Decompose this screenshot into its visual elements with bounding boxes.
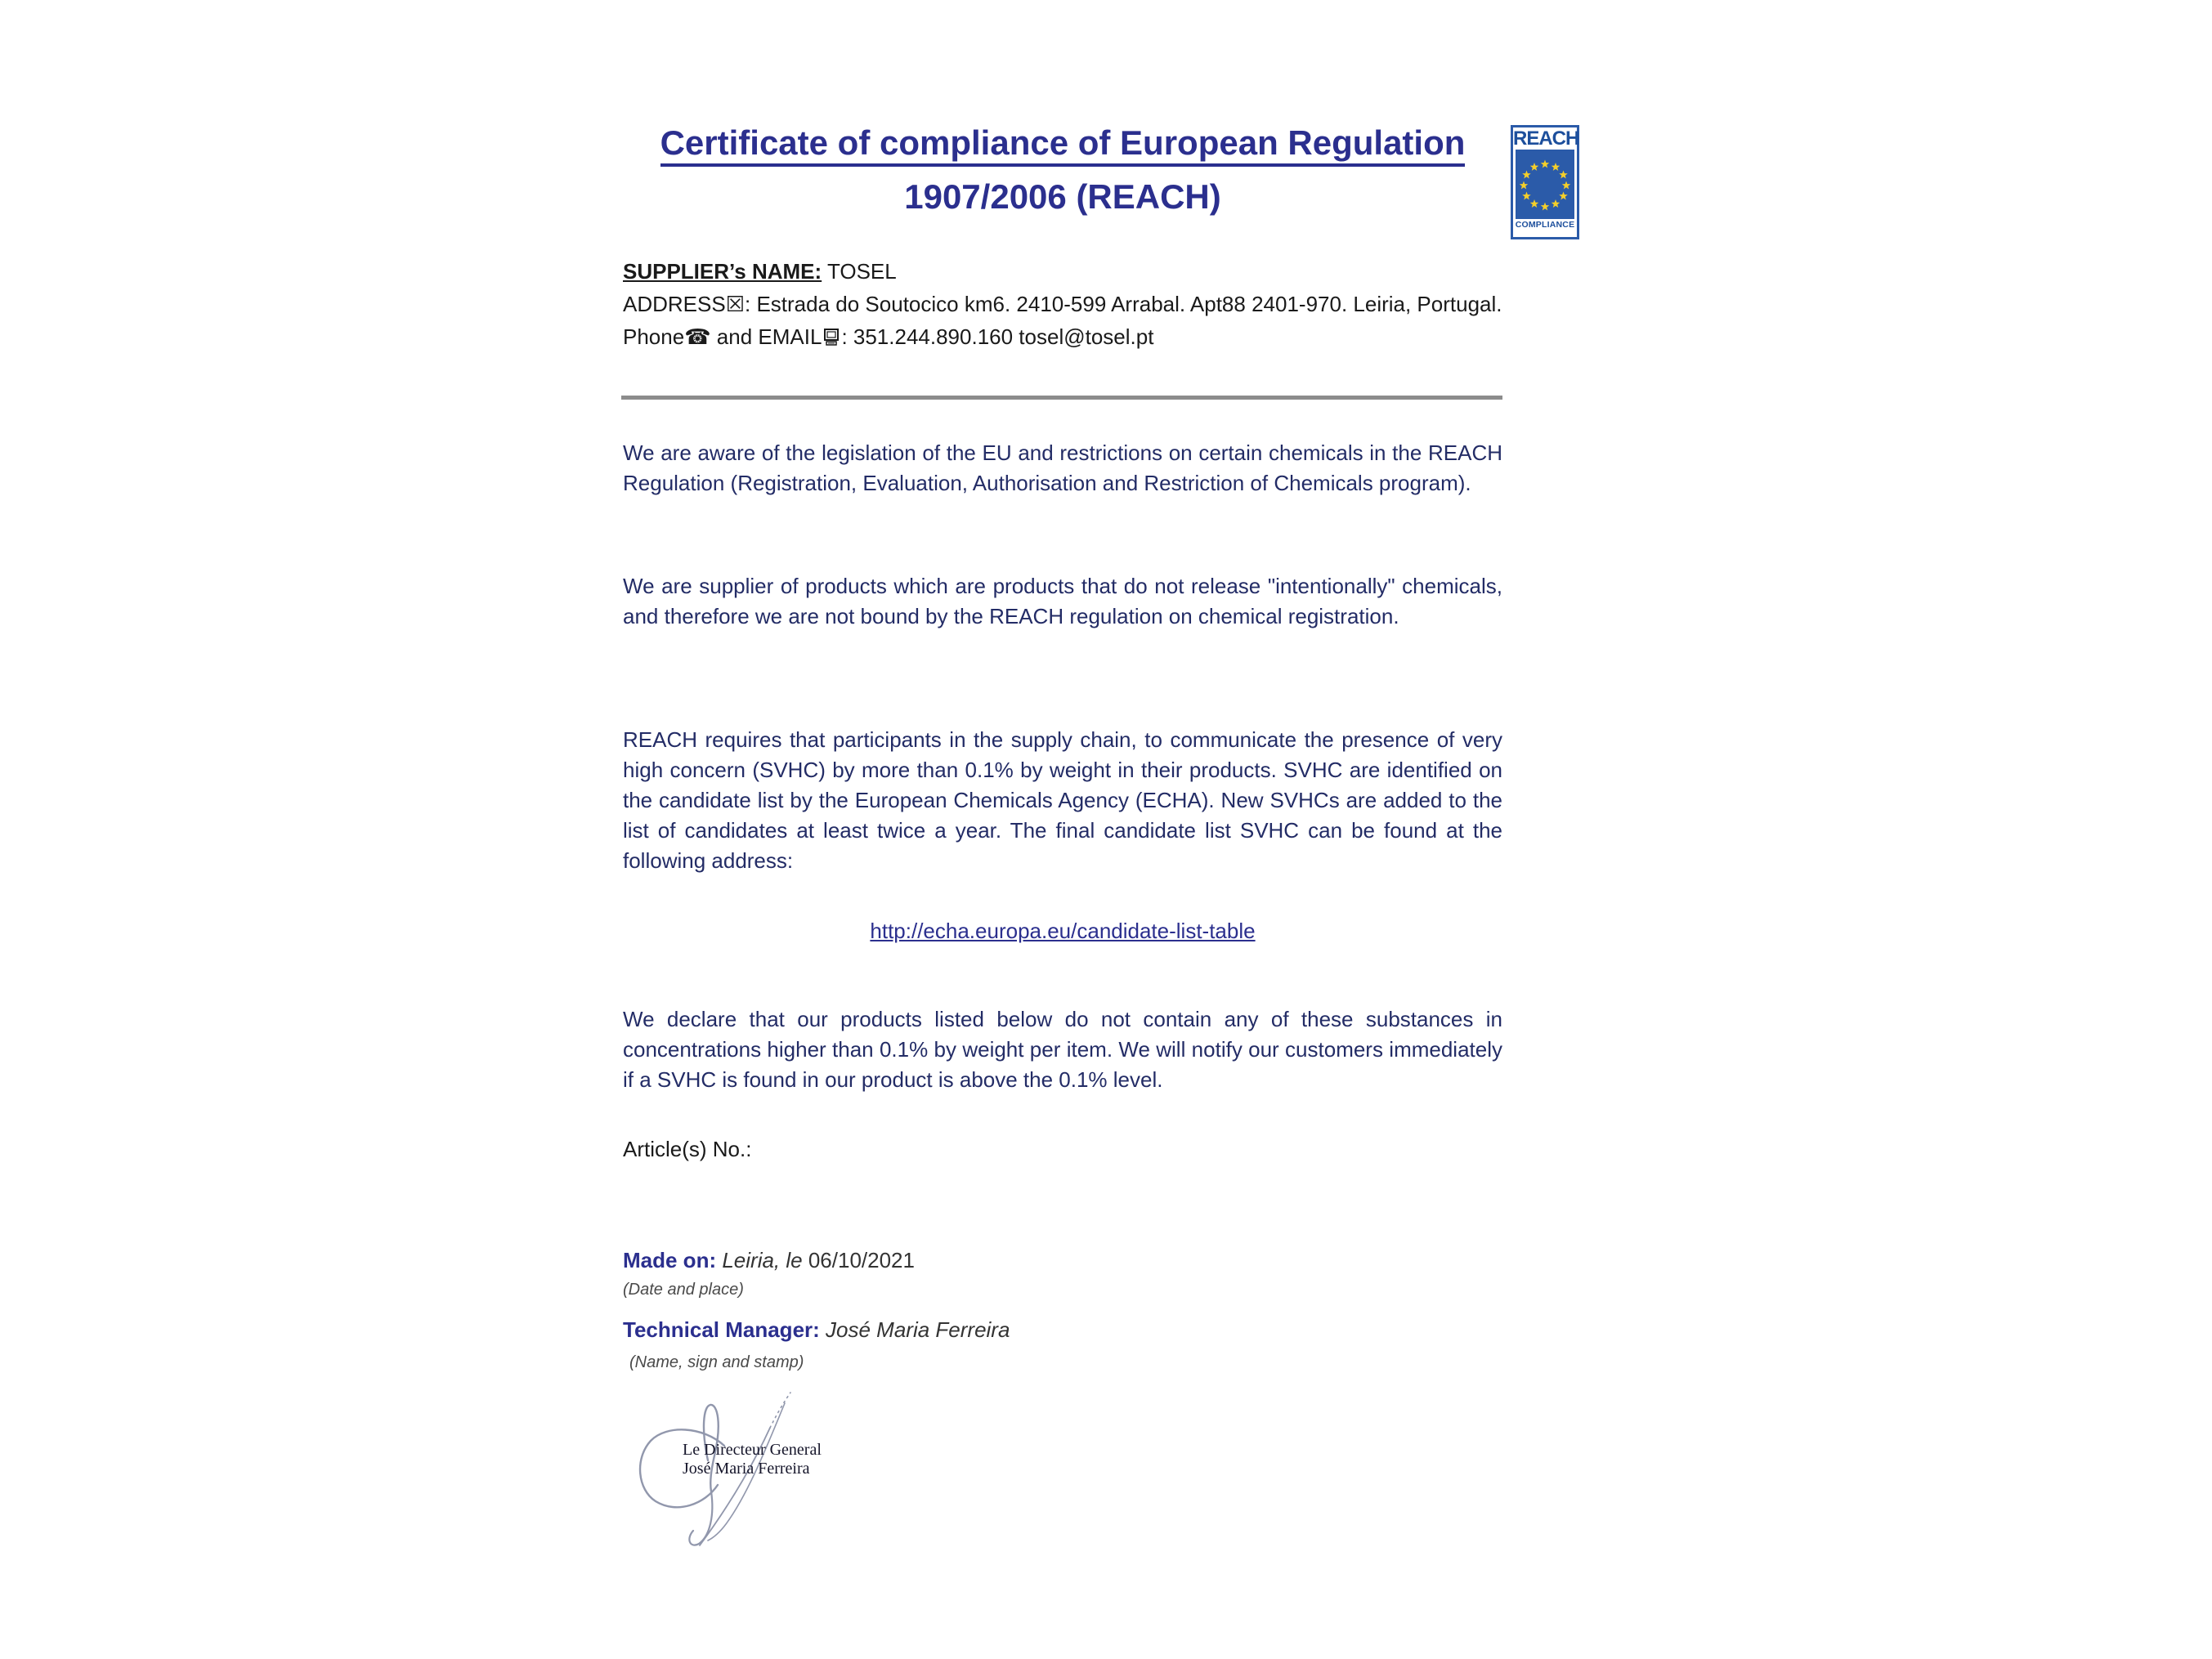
- technical-manager-label: Technical Manager:: [623, 1317, 820, 1342]
- made-on-row: [623, 1248, 1502, 1273]
- contact-value: : 351.244.890.160 tosel@tosel.pt: [841, 324, 1154, 349]
- horizontal-rule: [621, 396, 1502, 400]
- signature-text: [683, 1441, 822, 1478]
- email-label: and EMAIL: [710, 324, 822, 349]
- title-line-2: 1907/2006 (REACH): [904, 177, 1221, 216]
- reach-compliance-logo: [1511, 125, 1579, 239]
- name-sign-stamp-note: (Name, sign and stamp): [629, 1353, 804, 1371]
- paragraph-awareness: We are aware of the legislation of the EU and restrictions on certain chemicals in the REACH Regulation (Registration, Evaluation, Authorisation and Restriction of Chemicals program).: [623, 440, 1502, 495]
- signature-name: José Maria Ferreira: [683, 1460, 810, 1478]
- paragraph-declaration: We declare that our products listed below do not contain any of these substances in concentrations higher than 0.1% by weight per item. We will notify our customers immediately if a SVHC is found in our product is above the 0.1% level.: [623, 1007, 1502, 1092]
- logo-compliance-text: COMPLIANCE: [1515, 220, 1575, 230]
- paragraph-supplier-statement: We are supplier of products which are products that do not release "intentionally" chemicals, and therefore we are not bound by the REACH regulation on chemical registration.: [623, 574, 1502, 628]
- address-label: ADDRESS: [623, 292, 726, 316]
- eu-flag-icon: [1516, 150, 1574, 219]
- made-on-place: Leiria, le: [716, 1248, 808, 1272]
- paragraph-reach-requirements: REACH requires that participants in the supply chain, to communicate the presence of very high concern (SVHC) by more than 0.1% by weight in their products. SVHC are identified on the candidate list by the European Chemicals Agency (ECHA). New SVHCs are added to the list of candidates at least twice a year. The final candidate list SVHC can be found at the following address:: [623, 727, 1502, 873]
- supplier-address-row: [623, 288, 1502, 320]
- made-on-label: Made on:: [623, 1248, 717, 1272]
- envelope-icon: ☒: [725, 292, 746, 316]
- candidate-list-link[interactable]: http://echa.europa.eu/candidate-list-table: [870, 919, 1256, 943]
- phone-icon: ☎: [684, 324, 711, 349]
- address-value: : Estrada do Soutocico km6. 2410-599 Arrabal. Apt88 2401-970. Leiria, Portugal.: [745, 292, 1502, 316]
- candidate-list-link-row: [623, 919, 1502, 944]
- technical-manager-name: José Maria Ferreira: [819, 1317, 1010, 1342]
- supplier-contact-row: [623, 320, 1502, 353]
- logo-reach-text: REACH: [1513, 127, 1579, 150]
- phone-label: Phone: [623, 324, 685, 349]
- signature-flourish: [629, 1385, 891, 1585]
- made-on-date: 06/10/2021: [808, 1248, 915, 1272]
- page-title: [623, 116, 1502, 224]
- computer-icon: [822, 328, 841, 347]
- articles-no-label: Article(s) No.:: [623, 1137, 752, 1161]
- supplier-name-label: SUPPLIER’s NAME:: [623, 259, 822, 284]
- supplier-name-value: TOSEL: [822, 259, 897, 284]
- supplier-name-row: [623, 255, 1502, 288]
- supplier-block: [623, 255, 1502, 353]
- signature-title: Le Directeur General: [683, 1441, 822, 1459]
- date-place-note: (Date and place): [623, 1281, 744, 1299]
- technical-manager-row: [623, 1317, 1502, 1343]
- title-line-1: Certificate of compliance of European Regulation: [660, 123, 1466, 167]
